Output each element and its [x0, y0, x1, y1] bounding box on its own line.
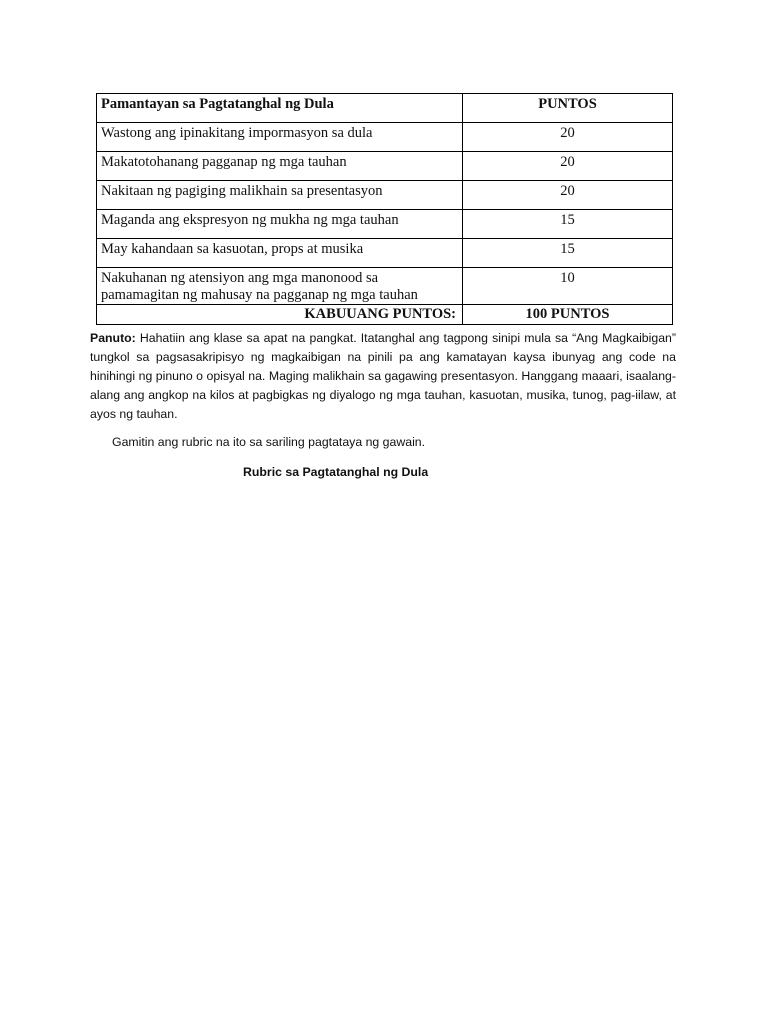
total-row — [97, 305, 673, 325]
rubric-title: Rubric sa Pagtatanghal ng Dula — [243, 465, 429, 479]
points-column-header: PUNTOS — [463, 94, 673, 123]
table-row — [97, 123, 673, 152]
table-row — [97, 152, 673, 181]
usage-note: Gamitin ang rubric na ito sa sariling pagtataya ng gawain. — [112, 435, 426, 449]
total-label: KABUUANG PUNTOS: — [97, 305, 463, 325]
criterion-cell: Maganda ang ekspresyon ng mukha ng mga tauhan — [97, 210, 463, 239]
points-cell: 15 — [463, 210, 673, 239]
points-cell: 10 — [463, 268, 673, 305]
criterion-cell: May kahandaan sa kasuotan, props at musika — [97, 239, 463, 268]
points-cell: 20 — [463, 181, 673, 210]
instructions-lead: Panuto: — [90, 331, 136, 345]
criterion-cell: Makatotohanang pagganap ng mga tauhan — [97, 152, 463, 181]
points-cell: 20 — [463, 123, 673, 152]
rubric-table — [96, 93, 673, 325]
table-row — [97, 239, 673, 268]
criterion-cell: Nakitaan ng pagiging malikhain sa presentasyon — [97, 181, 463, 210]
points-cell: 15 — [463, 239, 673, 268]
instructions-body: Hahatiin ang klase sa apat na pangkat. Itatanghal ang tagpong sinipi mula sa “Ang Magkaibigan” tungkol sa pagsasakripisyo ng magkaibigan na pinili pa ang kamatayan kaysa ibunyag ang code na hinihingi ng pinuno o opisyal na. Maging malikhain sa gagawing presentasyon. Hanggang maaari, isaalang-alang ang angkop na kilos at pagbigkas ng diyalogo ng mga tauhan, kasuotan, musika, tunog, pag-iilaw, at ayos ng tauhan. — [90, 331, 676, 421]
table-header-row — [97, 94, 673, 123]
table-row — [97, 268, 673, 305]
criterion-cell: Wastong ang ipinakitang impormasyon sa dula — [97, 123, 463, 152]
table-row — [97, 210, 673, 239]
criterion-column-header: Pamantayan sa Pagtatanghal ng Dula — [97, 94, 463, 123]
instructions-paragraph — [90, 329, 676, 424]
criterion-cell: Nakuhanan ng atensiyon ang mga manonood sa pamamagitan ng mahusay na pagganap ng mga tauhan — [97, 268, 463, 305]
table-row — [97, 181, 673, 210]
total-value: 100 PUNTOS — [463, 305, 673, 325]
points-cell: 20 — [463, 152, 673, 181]
